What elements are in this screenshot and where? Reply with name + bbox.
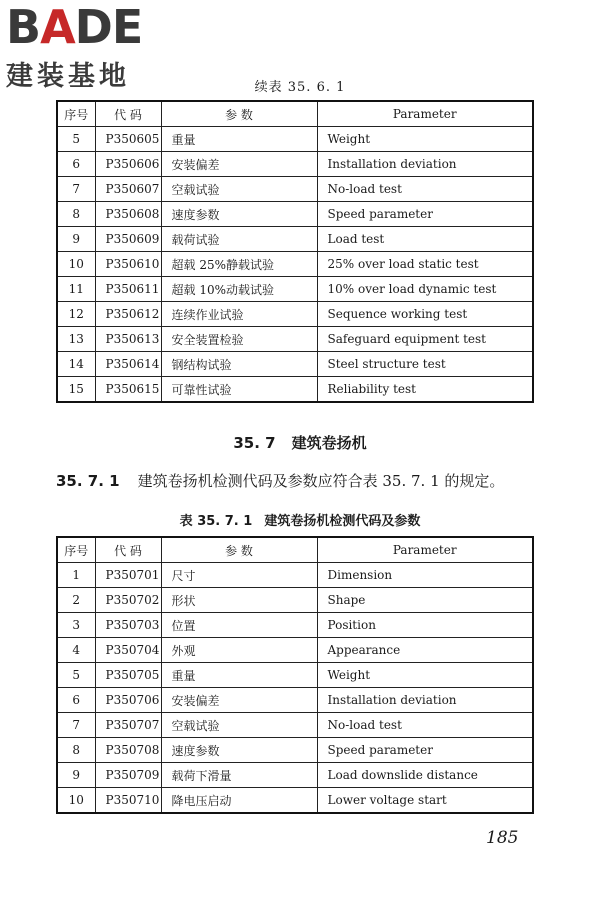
table-35-7-1 <box>56 536 534 814</box>
cell-param-en: 10% over load dynamic test <box>317 277 533 302</box>
table-title <box>0 510 600 529</box>
cell-code: P350703 <box>95 613 161 638</box>
cell-param-cn: 尺寸 <box>161 563 317 588</box>
table-row <box>57 352 533 377</box>
cell-param-en: Position <box>317 613 533 638</box>
cell-no: 10 <box>57 252 95 277</box>
cell-param-cn: 外观 <box>161 638 317 663</box>
table-row <box>57 327 533 352</box>
cell-param-en: Load test <box>317 227 533 252</box>
cell-param-cn: 空载试验 <box>161 177 317 202</box>
cell-param-en: Installation deviation <box>317 688 533 713</box>
cell-no: 13 <box>57 327 95 352</box>
table-row <box>57 252 533 277</box>
table-row <box>57 763 533 788</box>
cell-code: P350610 <box>95 252 161 277</box>
cell-code: P350702 <box>95 588 161 613</box>
cell-param-cn: 降电压启动 <box>161 788 317 814</box>
cell-no: 8 <box>57 738 95 763</box>
cell-no: 7 <box>57 177 95 202</box>
cell-param-en: Sequence working test <box>317 302 533 327</box>
cell-param-en: Weight <box>317 127 533 152</box>
cell-code: P350701 <box>95 563 161 588</box>
cell-param-en: Safeguard equipment test <box>317 327 533 352</box>
logo-wordmark <box>6 0 143 54</box>
cell-code: P350613 <box>95 327 161 352</box>
page-number: 185 <box>486 828 519 848</box>
cell-param-cn: 位置 <box>161 613 317 638</box>
cell-code: P350605 <box>95 127 161 152</box>
cell-code: P350709 <box>95 763 161 788</box>
cell-no: 15 <box>57 377 95 403</box>
cell-no: 8 <box>57 202 95 227</box>
header-parameter: Parameter <box>317 537 533 563</box>
cell-param-cn: 载荷试验 <box>161 227 317 252</box>
table-title-text: 建筑卷扬机检测代码及参数 <box>264 514 421 529</box>
cell-no: 11 <box>57 277 95 302</box>
cell-param-cn: 载荷下滑量 <box>161 763 317 788</box>
cell-param-en: Appearance <box>317 638 533 663</box>
table-row <box>57 563 533 588</box>
header-param: 参 数 <box>161 101 317 127</box>
cell-param-cn: 安装偏差 <box>161 688 317 713</box>
cell-code: P350608 <box>95 202 161 227</box>
cell-param-cn: 安全装置检验 <box>161 327 317 352</box>
cell-code: P350615 <box>95 377 161 403</box>
cell-param-en: Dimension <box>317 563 533 588</box>
cell-code: P350704 <box>95 638 161 663</box>
cell-param-en: Weight <box>317 663 533 688</box>
cell-param-en: 25% over load static test <box>317 252 533 277</box>
cell-param-cn: 可靠性试验 <box>161 377 317 403</box>
table-row <box>57 302 533 327</box>
cell-no: 9 <box>57 227 95 252</box>
cell-param-cn: 重量 <box>161 127 317 152</box>
cell-param-en: Reliability test <box>317 377 533 403</box>
logo-letter-accent: A <box>40 0 75 54</box>
cell-param-en: Installation deviation <box>317 152 533 177</box>
clause-number: 35. 7. 1 <box>56 472 120 490</box>
table-35-6-1-continued <box>56 100 534 403</box>
table-row <box>57 588 533 613</box>
cell-no: 5 <box>57 663 95 688</box>
cell-no: 3 <box>57 613 95 638</box>
table-row <box>57 713 533 738</box>
table-row <box>57 638 533 663</box>
table-header-row <box>57 537 533 563</box>
header-code: 代 码 <box>95 537 161 563</box>
section-number: 35. 7 <box>233 434 276 452</box>
table-title-number: 表 35. 7. 1 <box>179 514 253 529</box>
table-header-row <box>57 101 533 127</box>
header-parameter: Parameter <box>317 101 533 127</box>
section-title: 建筑卷扬机 <box>291 434 367 452</box>
continued-table-title: 续表 35. 6. 1 <box>254 80 346 95</box>
table-row <box>57 738 533 763</box>
logo-chinese-text: 建装基地 <box>6 61 130 92</box>
cell-param-en: No-load test <box>317 177 533 202</box>
clause-text: 建筑卷扬机检测代码及参数应符合表 35. 7. 1 的规定。 <box>137 472 505 490</box>
cell-no: 9 <box>57 763 95 788</box>
section-heading <box>0 432 600 453</box>
cell-no: 6 <box>57 152 95 177</box>
logo-letters-suffix: DE <box>74 0 143 54</box>
cell-code: P350611 <box>95 277 161 302</box>
table-row <box>57 177 533 202</box>
cell-no: 5 <box>57 127 95 152</box>
header-no: 序号 <box>57 101 95 127</box>
cell-code: P350606 <box>95 152 161 177</box>
cell-no: 1 <box>57 563 95 588</box>
cell-code: P350706 <box>95 688 161 713</box>
cell-param-en: Shape <box>317 588 533 613</box>
cell-no: 4 <box>57 638 95 663</box>
cell-code: P350710 <box>95 788 161 814</box>
cell-code: P350708 <box>95 738 161 763</box>
table-row <box>57 613 533 638</box>
table-row <box>57 277 533 302</box>
cell-param-cn: 超载 10%动载试验 <box>161 277 317 302</box>
cell-param-cn: 超载 25%静载试验 <box>161 252 317 277</box>
cell-param-cn: 速度参数 <box>161 202 317 227</box>
cell-param-cn: 钢结构试验 <box>161 352 317 377</box>
table-row <box>57 202 533 227</box>
cell-param-en: Lower voltage start <box>317 788 533 814</box>
cell-code: P350705 <box>95 663 161 688</box>
table-row <box>57 663 533 688</box>
cell-param-cn: 重量 <box>161 663 317 688</box>
header-code: 代 码 <box>95 101 161 127</box>
table-row <box>57 127 533 152</box>
cell-code: P350607 <box>95 177 161 202</box>
clause-paragraph <box>56 470 504 491</box>
cell-no: 10 <box>57 788 95 814</box>
cell-code: P350707 <box>95 713 161 738</box>
cell-param-en: Speed parameter <box>317 202 533 227</box>
cell-no: 14 <box>57 352 95 377</box>
cell-param-en: Steel structure test <box>317 352 533 377</box>
cell-no: 2 <box>57 588 95 613</box>
cell-param-cn: 连续作业试验 <box>161 302 317 327</box>
table-row <box>57 688 533 713</box>
cell-no: 6 <box>57 688 95 713</box>
header-no: 序号 <box>57 537 95 563</box>
cell-code: P350612 <box>95 302 161 327</box>
logo-letters-prefix: B <box>6 0 41 54</box>
cell-code: P350614 <box>95 352 161 377</box>
cell-no: 7 <box>57 713 95 738</box>
cell-param-en: Speed parameter <box>317 738 533 763</box>
cell-param-en: No-load test <box>317 713 533 738</box>
cell-param-cn: 速度参数 <box>161 738 317 763</box>
table-row <box>57 377 533 403</box>
table-row <box>57 227 533 252</box>
header-param: 参 数 <box>161 537 317 563</box>
table-row <box>57 152 533 177</box>
cell-param-cn: 安装偏差 <box>161 152 317 177</box>
table-row <box>57 788 533 814</box>
cell-param-cn: 形状 <box>161 588 317 613</box>
cell-code: P350609 <box>95 227 161 252</box>
cell-no: 12 <box>57 302 95 327</box>
cell-param-en: Load downslide distance <box>317 763 533 788</box>
cell-param-cn: 空载试验 <box>161 713 317 738</box>
